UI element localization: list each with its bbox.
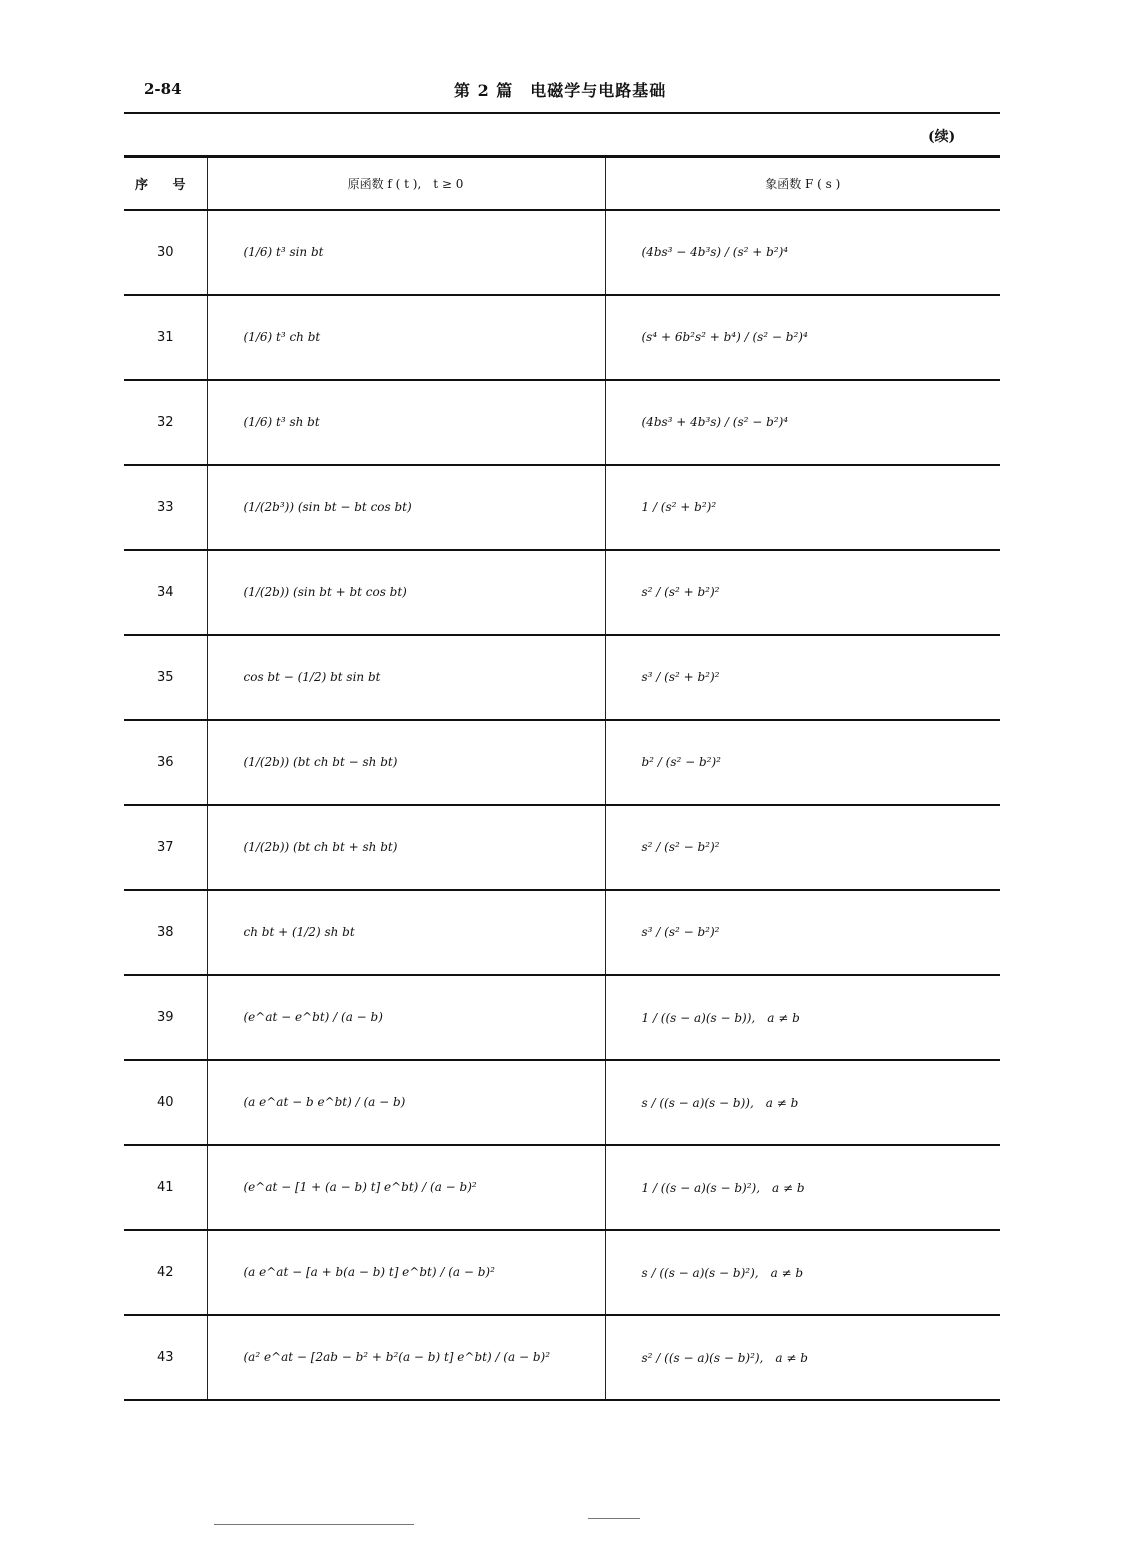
column-header-original: 原函数 f ( t ), t ≥ 0 [207, 157, 605, 210]
row-image-function: s² / ((s − a)(s − b)²), a ≠ b [605, 1315, 1000, 1400]
row-seq: 38 [124, 890, 207, 975]
row-original-function: (1/(2b³)) (sin bt − bt cos bt) [207, 465, 605, 550]
continued-label: (续) [928, 129, 956, 145]
row-seq: 33 [124, 465, 207, 550]
table-row [124, 635, 1000, 720]
row-original-function: ch bt + (1/2) sh bt [207, 890, 605, 975]
row-seq: 34 [124, 550, 207, 635]
table-row [124, 465, 1000, 550]
row-original-function: (a e^at − b e^bt) / (a − b) [207, 1060, 605, 1145]
row-seq: 42 [124, 1230, 207, 1315]
row-seq: 31 [124, 295, 207, 380]
row-seq: 36 [124, 720, 207, 805]
row-seq: 43 [124, 1315, 207, 1400]
table-row [124, 1145, 1000, 1230]
table-row [124, 550, 1000, 635]
row-image-function: s / ((s − a)(s − b)), a ≠ b [605, 1060, 1000, 1145]
page-header [124, 78, 1000, 102]
table-row [124, 1315, 1000, 1400]
scan-artifact [214, 1524, 414, 1525]
table-row [124, 380, 1000, 465]
row-original-function: cos bt − (1/2) bt sin bt [207, 635, 605, 720]
row-image-function: s² / (s² − b²)² [605, 805, 1000, 890]
table-row [124, 295, 1000, 380]
row-seq: 35 [124, 635, 207, 720]
row-seq: 30 [124, 210, 207, 295]
laplace-table [124, 155, 1000, 1401]
table-row [124, 1230, 1000, 1315]
row-original-function: (1/6) t³ ch bt [207, 295, 605, 380]
table-row [124, 210, 1000, 295]
scan-artifact [588, 1518, 640, 1519]
row-original-function: (a² e^at − [2ab − b² + b²(a − b) t] e^bt) / (a − b)² [207, 1315, 605, 1400]
row-original-function: (1/6) t³ sin bt [207, 210, 605, 295]
row-image-function: 1 / (s² + b²)² [605, 465, 1000, 550]
table-row [124, 975, 1000, 1060]
row-image-function: (s⁴ + 6b²s² + b⁴) / (s² − b²)⁴ [605, 295, 1000, 380]
row-image-function: b² / (s² − b²)² [605, 720, 1000, 805]
column-header-image: 象函数 F ( s ) [605, 157, 1000, 210]
row-seq: 39 [124, 975, 207, 1060]
row-original-function: (1/(2b)) (sin bt + bt cos bt) [207, 550, 605, 635]
table-row [124, 805, 1000, 890]
table-row [124, 720, 1000, 805]
row-image-function: s³ / (s² − b²)² [605, 890, 1000, 975]
row-original-function: (e^at − e^bt) / (a − b) [207, 975, 605, 1060]
table-header-row [124, 157, 1000, 210]
row-original-function: (a e^at − [a + b(a − b) t] e^bt) / (a − b)² [207, 1230, 605, 1315]
row-original-function: (1/(2b)) (bt ch bt + sh bt) [207, 805, 605, 890]
column-header-seq: 序 号 [124, 157, 207, 210]
row-image-function: s² / (s² + b²)² [605, 550, 1000, 635]
row-seq: 37 [124, 805, 207, 890]
header-rule [124, 112, 1000, 114]
table-row [124, 1060, 1000, 1145]
page-number: 2-84 [144, 80, 182, 98]
row-image-function: 1 / ((s − a)(s − b)²), a ≠ b [605, 1145, 1000, 1230]
row-image-function: (4bs³ + 4b³s) / (s² − b²)⁴ [605, 380, 1000, 465]
row-original-function: (1/6) t³ sh bt [207, 380, 605, 465]
row-image-function: s / ((s − a)(s − b)²), a ≠ b [605, 1230, 1000, 1315]
table-row [124, 890, 1000, 975]
row-image-function: 1 / ((s − a)(s − b)), a ≠ b [605, 975, 1000, 1060]
row-original-function: (1/(2b)) (bt ch bt − sh bt) [207, 720, 605, 805]
chapter-title: 第 2 篇 电磁学与电路基础 [454, 81, 667, 100]
row-image-function: (4bs³ − 4b³s) / (s² + b²)⁴ [605, 210, 1000, 295]
row-seq: 32 [124, 380, 207, 465]
row-seq: 41 [124, 1145, 207, 1230]
row-original-function: (e^at − [1 + (a − b) t] e^bt) / (a − b)² [207, 1145, 605, 1230]
row-seq: 40 [124, 1060, 207, 1145]
row-image-function: s³ / (s² + b²)² [605, 635, 1000, 720]
